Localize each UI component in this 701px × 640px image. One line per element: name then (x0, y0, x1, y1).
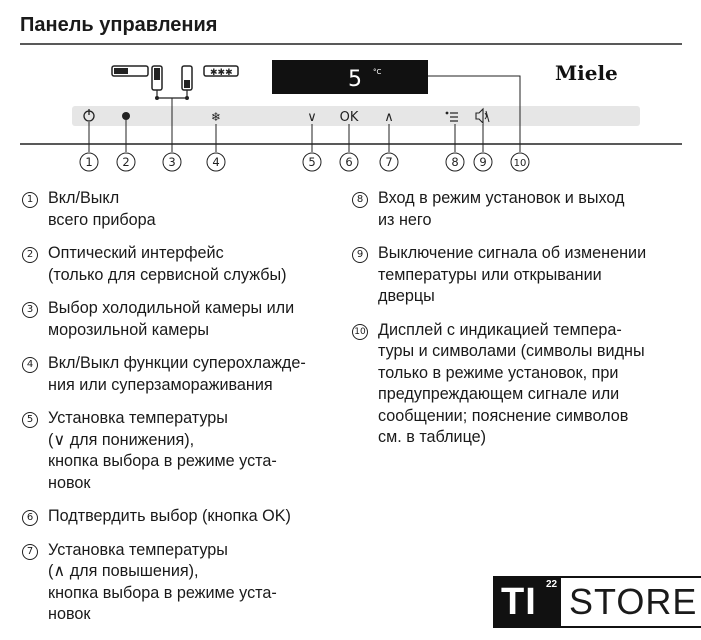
legend-text: см. в таблице) (378, 428, 487, 446)
legend-item (22, 243, 342, 286)
page-title: Панель управления (20, 14, 218, 36)
legend-text: морозильной камеры (48, 320, 209, 339)
legend-number: 2 (22, 247, 38, 263)
legend-text: Оптический интерфейс (48, 244, 224, 262)
legend-number: 4 (22, 357, 38, 373)
legend-text: Выключение сигнала об изменении (378, 244, 647, 262)
legend-text: Вкл/Выкл (48, 189, 120, 207)
callout-2: 2 (122, 155, 130, 169)
callout-9: 9 (479, 155, 487, 169)
legend-text: Выбор холодильной камеры или (48, 299, 295, 317)
legend-text: (только для сервисной службы) (48, 265, 287, 284)
store-logo-sup: 22 (546, 579, 558, 590)
legend-item (22, 408, 342, 494)
legend-number: 8 (352, 192, 368, 208)
legend-text: из него (378, 210, 432, 229)
callout-8: 8 (451, 155, 459, 169)
callout-10: 10 (513, 158, 527, 169)
callout-3: 3 (168, 155, 176, 169)
legend-number: 10 (352, 324, 368, 340)
legend-text: (∨ для понижения), (48, 430, 195, 449)
callout-6: 6 (345, 155, 353, 169)
svg-text:✱✱✱: ✱✱✱ (210, 68, 233, 78)
legend-number: 3 (22, 302, 38, 318)
legend-text: сообщении; пояснение символов (378, 406, 629, 425)
legend-number: 1 (22, 192, 38, 208)
legend-text: Вход в режим установок и выход (378, 189, 625, 207)
legend-text: Установка температуры (48, 540, 228, 559)
fridge-compartment-icon (152, 66, 162, 90)
legend-left (22, 188, 342, 638)
superfrost-icon (204, 66, 238, 78)
legend-text: туры и символами (символы видны (378, 342, 645, 360)
legend-number: 9 (352, 247, 368, 263)
legend-text: Установка температуры (48, 409, 228, 427)
freezer-compartment-icon (182, 66, 192, 90)
legend-text: всего прибора (48, 210, 156, 229)
legend-number: 7 (22, 544, 38, 560)
legend-text: температуры или открывании (378, 265, 602, 284)
legend-text: Подтвердить выбор (кнопка OK) (48, 507, 291, 525)
legend-item (352, 188, 692, 231)
optical-interface-dot (122, 112, 130, 120)
brand-logo: Miele (555, 61, 618, 85)
store-logo-mark (493, 576, 561, 628)
legend-item (22, 188, 342, 231)
legend-item (22, 506, 342, 528)
store-logo-text: STORE (561, 576, 701, 628)
callout-1: 1 (85, 155, 93, 169)
display-value: 5 (348, 67, 362, 92)
legend-item (22, 353, 342, 396)
callout-4: 4 (212, 155, 220, 169)
legend-item (22, 298, 342, 341)
legend-text: ния или суперзамораживания (48, 375, 273, 394)
legend-item (352, 243, 692, 308)
ok-button: OK (339, 110, 359, 125)
legend-text: дверцы (378, 287, 435, 305)
store-logo-ti: TI (501, 581, 537, 623)
legend-text: кнопка выбора в режиме уста- (48, 452, 277, 470)
legend-item (352, 320, 692, 449)
legend-text: кнопка выбора в режиме уста- (48, 583, 277, 602)
store-logo (493, 576, 701, 628)
legend-right (352, 188, 692, 461)
legend-text: только в режиме установок, при (378, 363, 619, 382)
super-cool-icon: ❄ (211, 110, 222, 124)
up-button: ∧ (384, 110, 394, 125)
legend-number: 5 (22, 412, 38, 428)
legend-text: (∧ для повышения), (48, 562, 199, 580)
legend-text: новок (48, 605, 91, 623)
fridge-icon (112, 66, 148, 76)
down-button: ∨ (307, 110, 317, 125)
callout-7: 7 (385, 155, 393, 169)
legend-text: новок (48, 473, 91, 492)
callout-5: 5 (308, 155, 316, 169)
legend-text: Вкл/Выкл функции суперохлажде- (48, 354, 306, 372)
legend-text: Дисплей с индикацией темпера- (378, 320, 622, 339)
legend-item (22, 540, 342, 626)
display-unit: °C (373, 68, 382, 76)
control-panel-diagram (0, 0, 701, 180)
legend-number: 6 (22, 510, 38, 526)
legend-text: предупреждающем сигнале или (378, 385, 620, 403)
